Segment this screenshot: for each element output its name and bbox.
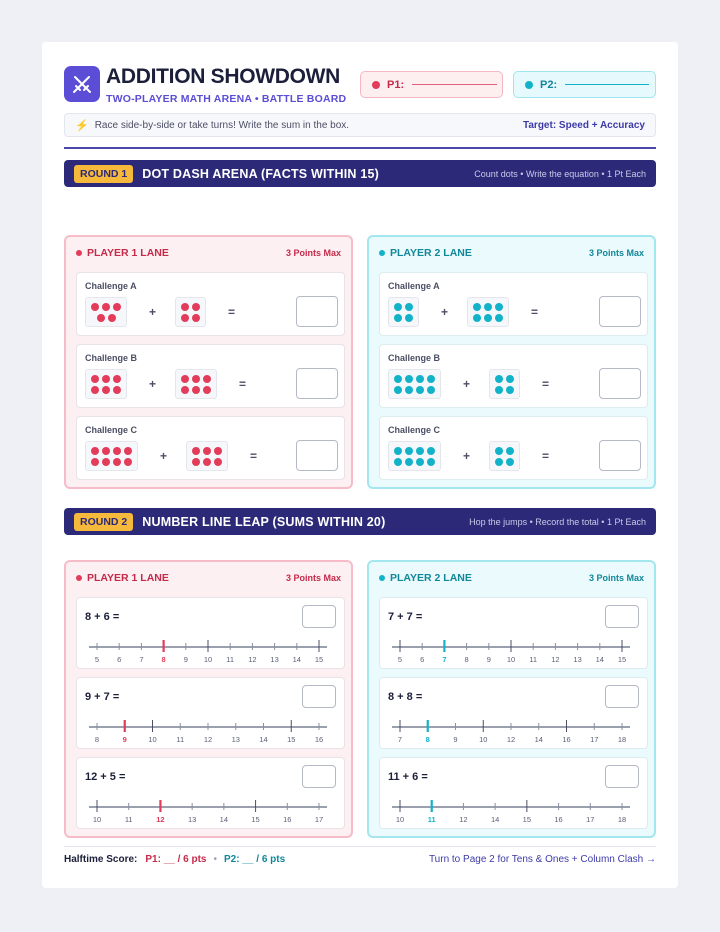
tick-label: 16 xyxy=(554,815,563,824)
answer-box[interactable] xyxy=(302,765,336,788)
tick-label: 9 xyxy=(486,655,491,664)
dot xyxy=(113,303,121,311)
next-page-link[interactable]: Turn to Page 2 for Tens & Ones + Column Clash → xyxy=(428,854,656,865)
tick-label: 11 xyxy=(176,735,185,744)
tick-label: 10 xyxy=(92,815,102,824)
tick-label: 7 xyxy=(139,655,144,664)
dot xyxy=(181,303,189,311)
dot xyxy=(192,447,200,455)
tick-label: 12 xyxy=(459,815,468,824)
round2-banner xyxy=(64,508,656,535)
challenge-card xyxy=(379,344,648,408)
dot-group-addend-1 xyxy=(388,441,441,471)
dot xyxy=(91,458,99,466)
equation-text: 9 + 7 = xyxy=(85,691,120,703)
round2-badge: ROUND 2 xyxy=(74,513,133,531)
dot-group-addend-1 xyxy=(388,369,441,399)
p1-score: P1: __ / 6 pts xyxy=(145,854,207,865)
lane-title: PLAYER 2 LANE xyxy=(390,572,472,584)
dot-group-addend-1 xyxy=(85,369,127,399)
dot xyxy=(506,375,514,383)
tick-label: 18 xyxy=(617,815,627,824)
tick-label: 10 xyxy=(395,815,405,824)
dot xyxy=(394,314,402,322)
tick-label: 14 xyxy=(259,735,268,744)
dot xyxy=(495,314,503,322)
dot xyxy=(394,458,402,466)
tick-label: 14 xyxy=(490,815,500,824)
dot xyxy=(495,447,503,455)
number-line xyxy=(392,796,630,826)
tick-label: 8 xyxy=(161,655,166,664)
dot xyxy=(495,458,503,466)
dot xyxy=(427,458,435,466)
player1-name-field[interactable] xyxy=(360,71,503,98)
dot-group-addend-2 xyxy=(175,369,217,399)
dot xyxy=(181,386,189,394)
challenge-label: Challenge B xyxy=(388,353,441,363)
round1-badge: ROUND 1 xyxy=(74,165,133,183)
dot xyxy=(181,375,189,383)
page-subtitle: TWO-PLAYER MATH ARENA • BATTLE BOARD xyxy=(106,93,347,105)
tick-label: 17 xyxy=(314,815,324,824)
number-line xyxy=(89,636,327,666)
lane-dot-icon xyxy=(379,250,385,256)
number-line xyxy=(89,716,327,746)
lane-header xyxy=(379,247,644,259)
answer-box[interactable] xyxy=(605,685,639,708)
lane-max-points: 3 Points Max xyxy=(285,573,341,583)
challenge-label: Challenge C xyxy=(85,425,138,435)
dot-group-addend-1 xyxy=(85,297,127,327)
player2-name-line xyxy=(565,84,649,85)
challenge-card xyxy=(76,416,345,480)
dot xyxy=(394,375,402,383)
lane-dot-icon xyxy=(379,575,385,581)
tick-label: 13 xyxy=(573,655,582,664)
challenge-label: Challenge A xyxy=(85,281,137,291)
dot xyxy=(124,458,132,466)
dot-group-addend-2 xyxy=(489,441,520,471)
dot xyxy=(124,447,132,455)
lightning-icon: ⚡ xyxy=(75,119,89,132)
dot xyxy=(113,386,121,394)
challenge-label: Challenge C xyxy=(388,425,441,435)
player2-dot-icon xyxy=(525,81,533,89)
number-line xyxy=(392,636,630,666)
tick-label: 9 xyxy=(183,655,188,664)
dot xyxy=(91,447,99,455)
tick-label: 15 xyxy=(617,655,627,664)
round2-player1-lane xyxy=(64,560,353,838)
tick-label: 16 xyxy=(283,815,292,824)
dot xyxy=(192,375,200,383)
answer-box[interactable] xyxy=(302,685,336,708)
dot xyxy=(405,386,413,394)
challenge-card xyxy=(76,344,345,408)
lane-title: PLAYER 1 LANE xyxy=(87,572,169,584)
tick-label: 6 xyxy=(117,655,122,664)
dot xyxy=(181,314,189,322)
answer-box[interactable] xyxy=(296,296,338,327)
dot xyxy=(416,447,424,455)
dot xyxy=(203,447,211,455)
plus-sign: + xyxy=(160,449,168,463)
tick-label: 8 xyxy=(425,735,430,744)
dot xyxy=(108,314,116,322)
score-separator: • xyxy=(213,854,218,865)
tick-label: 17 xyxy=(590,735,599,744)
dot xyxy=(102,447,110,455)
lane-header xyxy=(76,572,341,584)
player1-label: P1: xyxy=(387,78,405,91)
plus-sign: + xyxy=(463,449,471,463)
lane-max-points: 3 Points Max xyxy=(588,573,644,583)
dot xyxy=(405,447,413,455)
dot-group-addend-1 xyxy=(85,441,138,471)
number-line-card xyxy=(379,677,648,749)
tick-label: 15 xyxy=(251,815,260,824)
answer-box[interactable] xyxy=(599,368,641,399)
dot-group-addend-1 xyxy=(388,297,419,327)
round1-banner xyxy=(64,160,656,187)
dot-group-addend-2 xyxy=(489,369,520,399)
tick-label: 5 xyxy=(397,655,403,664)
dot xyxy=(91,303,99,311)
tick-label: 7 xyxy=(442,655,447,664)
equals-sign: = xyxy=(239,377,247,391)
round1-player1-lane xyxy=(64,235,353,489)
dot xyxy=(495,386,503,394)
footer-divider xyxy=(64,846,656,847)
tick-label: 12 xyxy=(156,815,165,824)
lane-dot-icon xyxy=(76,250,82,256)
tick-label: 12 xyxy=(248,655,257,664)
plus-sign: + xyxy=(463,377,471,391)
halftime-label: Halftime Score: xyxy=(64,854,138,865)
tick-label: 8 xyxy=(464,655,469,664)
tick-label: 12 xyxy=(506,735,516,744)
round2-title: NUMBER LINE LEAP (SUMS WITHIN 20) xyxy=(142,514,386,529)
dot xyxy=(214,447,222,455)
number-line xyxy=(89,796,327,826)
dot xyxy=(495,375,503,383)
tick-label: 11 xyxy=(226,655,235,664)
tick-label: 9 xyxy=(453,735,458,744)
dot xyxy=(192,458,200,466)
dot xyxy=(394,386,402,394)
equals-sign: = xyxy=(228,305,236,319)
dot xyxy=(495,303,503,311)
answer-box[interactable] xyxy=(296,368,338,399)
tick-label: 11 xyxy=(427,815,436,824)
tick-label: 15 xyxy=(522,815,532,824)
equation-text: 12 + 5 = xyxy=(85,771,126,783)
dot xyxy=(113,458,121,466)
dot xyxy=(473,303,481,311)
dot xyxy=(484,303,492,311)
instructions-text: Race side-by-side or take turns! Write the sum in the box. xyxy=(94,119,350,131)
dot xyxy=(214,458,222,466)
challenge-label: Challenge B xyxy=(85,353,138,363)
number-line xyxy=(392,716,630,746)
dot xyxy=(405,303,413,311)
number-line-card xyxy=(76,677,345,749)
lane-title: PLAYER 2 LANE xyxy=(390,247,472,259)
tick-label: 10 xyxy=(148,735,157,744)
player1-dot-icon xyxy=(372,81,380,89)
equals-sign: = xyxy=(531,305,539,319)
tick-label: 8 xyxy=(94,735,100,744)
tick-label: 17 xyxy=(586,815,595,824)
dot-group-addend-2 xyxy=(186,441,228,471)
dot xyxy=(203,386,211,394)
tick-label: 14 xyxy=(534,735,543,744)
worksheet-page xyxy=(42,42,678,888)
instructions-bar xyxy=(64,113,656,137)
dot xyxy=(405,375,413,383)
dot xyxy=(506,447,514,455)
dot xyxy=(416,375,424,383)
dot xyxy=(427,447,435,455)
dot xyxy=(506,386,514,394)
answer-box[interactable] xyxy=(605,765,639,788)
dot xyxy=(192,386,200,394)
target-text: Target: Speed + Accuracy xyxy=(523,119,645,131)
challenge-card xyxy=(76,272,345,336)
tick-label: 5 xyxy=(94,655,100,664)
lane-header xyxy=(379,572,644,584)
dot xyxy=(203,458,211,466)
number-line-card xyxy=(76,757,345,829)
dot xyxy=(416,386,424,394)
dot xyxy=(192,303,200,311)
tick-label: 10 xyxy=(203,655,213,664)
p2-score: P2: __ / 6 pts xyxy=(224,854,286,865)
dot xyxy=(473,314,481,322)
equation-text: 7 + 7 = xyxy=(388,611,423,623)
round2-player2-lane xyxy=(367,560,656,838)
equals-sign: = xyxy=(542,449,550,463)
dot-group-addend-2 xyxy=(467,297,509,327)
answer-box[interactable] xyxy=(296,440,338,471)
round1-player2-lane xyxy=(367,235,656,489)
equation-text: 8 + 8 = xyxy=(388,691,423,703)
lane-header xyxy=(76,247,341,259)
player2-label: P2: xyxy=(540,78,558,91)
page-title: ADDITION SHOWDOWN xyxy=(106,65,341,88)
tick-label: 10 xyxy=(479,735,488,744)
number-line-card xyxy=(76,597,345,669)
challenge-card xyxy=(379,272,648,336)
dot xyxy=(102,458,110,466)
tick-label: 13 xyxy=(231,735,240,744)
tick-label: 11 xyxy=(124,815,133,824)
dot xyxy=(102,386,110,394)
tick-label: 12 xyxy=(551,655,560,664)
tick-label: 14 xyxy=(292,655,301,664)
answer-box[interactable] xyxy=(599,440,641,471)
tick-label: 14 xyxy=(219,815,229,824)
tick-label: 16 xyxy=(314,735,324,744)
equation-text: 8 + 6 = xyxy=(85,611,120,623)
tick-label: 12 xyxy=(203,735,213,744)
dot xyxy=(192,314,200,322)
round1-title: DOT DASH ARENA (FACTS WITHIN 15) xyxy=(142,166,379,181)
tick-label: 15 xyxy=(314,655,324,664)
dot xyxy=(506,458,514,466)
tick-label: 18 xyxy=(617,735,627,744)
dot xyxy=(394,447,402,455)
dot xyxy=(102,303,110,311)
player1-name-line xyxy=(412,84,497,85)
answer-box[interactable] xyxy=(605,605,639,628)
dot xyxy=(405,314,413,322)
plus-sign: + xyxy=(149,305,157,319)
footer xyxy=(64,854,656,865)
dot xyxy=(113,375,121,383)
answer-box[interactable] xyxy=(302,605,336,628)
challenge-label: Challenge A xyxy=(388,281,440,291)
player2-name-field[interactable] xyxy=(513,71,656,98)
number-line-card xyxy=(379,597,648,669)
plus-sign: + xyxy=(149,377,157,391)
answer-box[interactable] xyxy=(599,296,641,327)
challenge-card xyxy=(379,416,648,480)
dot xyxy=(484,314,492,322)
dot xyxy=(416,458,424,466)
tick-label: 7 xyxy=(397,735,403,744)
dot xyxy=(113,447,121,455)
lane-max-points: 3 Points Max xyxy=(588,248,644,258)
dot-group-addend-2 xyxy=(175,297,206,327)
round2-note: Hop the jumps • Record the total • 1 Pt Each xyxy=(469,516,646,527)
tick-label: 13 xyxy=(270,655,279,664)
dot xyxy=(97,314,105,322)
dot xyxy=(405,458,413,466)
tick-label: 13 xyxy=(187,815,197,824)
tick-label: 10 xyxy=(506,655,516,664)
tick-label: 14 xyxy=(595,655,604,664)
plus-sign: + xyxy=(441,305,449,319)
equals-sign: = xyxy=(542,377,550,391)
dot xyxy=(427,375,435,383)
header-divider xyxy=(64,147,656,149)
crossed-swords-icon xyxy=(64,66,100,102)
equals-sign: = xyxy=(250,449,258,463)
tick-label: 9 xyxy=(122,735,127,744)
dot xyxy=(427,386,435,394)
lane-dot-icon xyxy=(76,575,82,581)
dot xyxy=(91,386,99,394)
number-line-card xyxy=(379,757,648,829)
dot xyxy=(394,303,402,311)
tick-label: 16 xyxy=(562,735,571,744)
round1-note: Count dots • Write the equation • 1 Pt Each xyxy=(474,168,646,179)
lane-max-points: 3 Points Max xyxy=(285,248,341,258)
dot xyxy=(203,375,211,383)
dot xyxy=(102,375,110,383)
tick-label: 6 xyxy=(420,655,425,664)
dot xyxy=(91,375,99,383)
lane-title: PLAYER 1 LANE xyxy=(87,247,169,259)
equation-text: 11 + 6 = xyxy=(388,771,428,783)
tick-label: 15 xyxy=(287,735,296,744)
tick-label: 11 xyxy=(529,655,538,664)
